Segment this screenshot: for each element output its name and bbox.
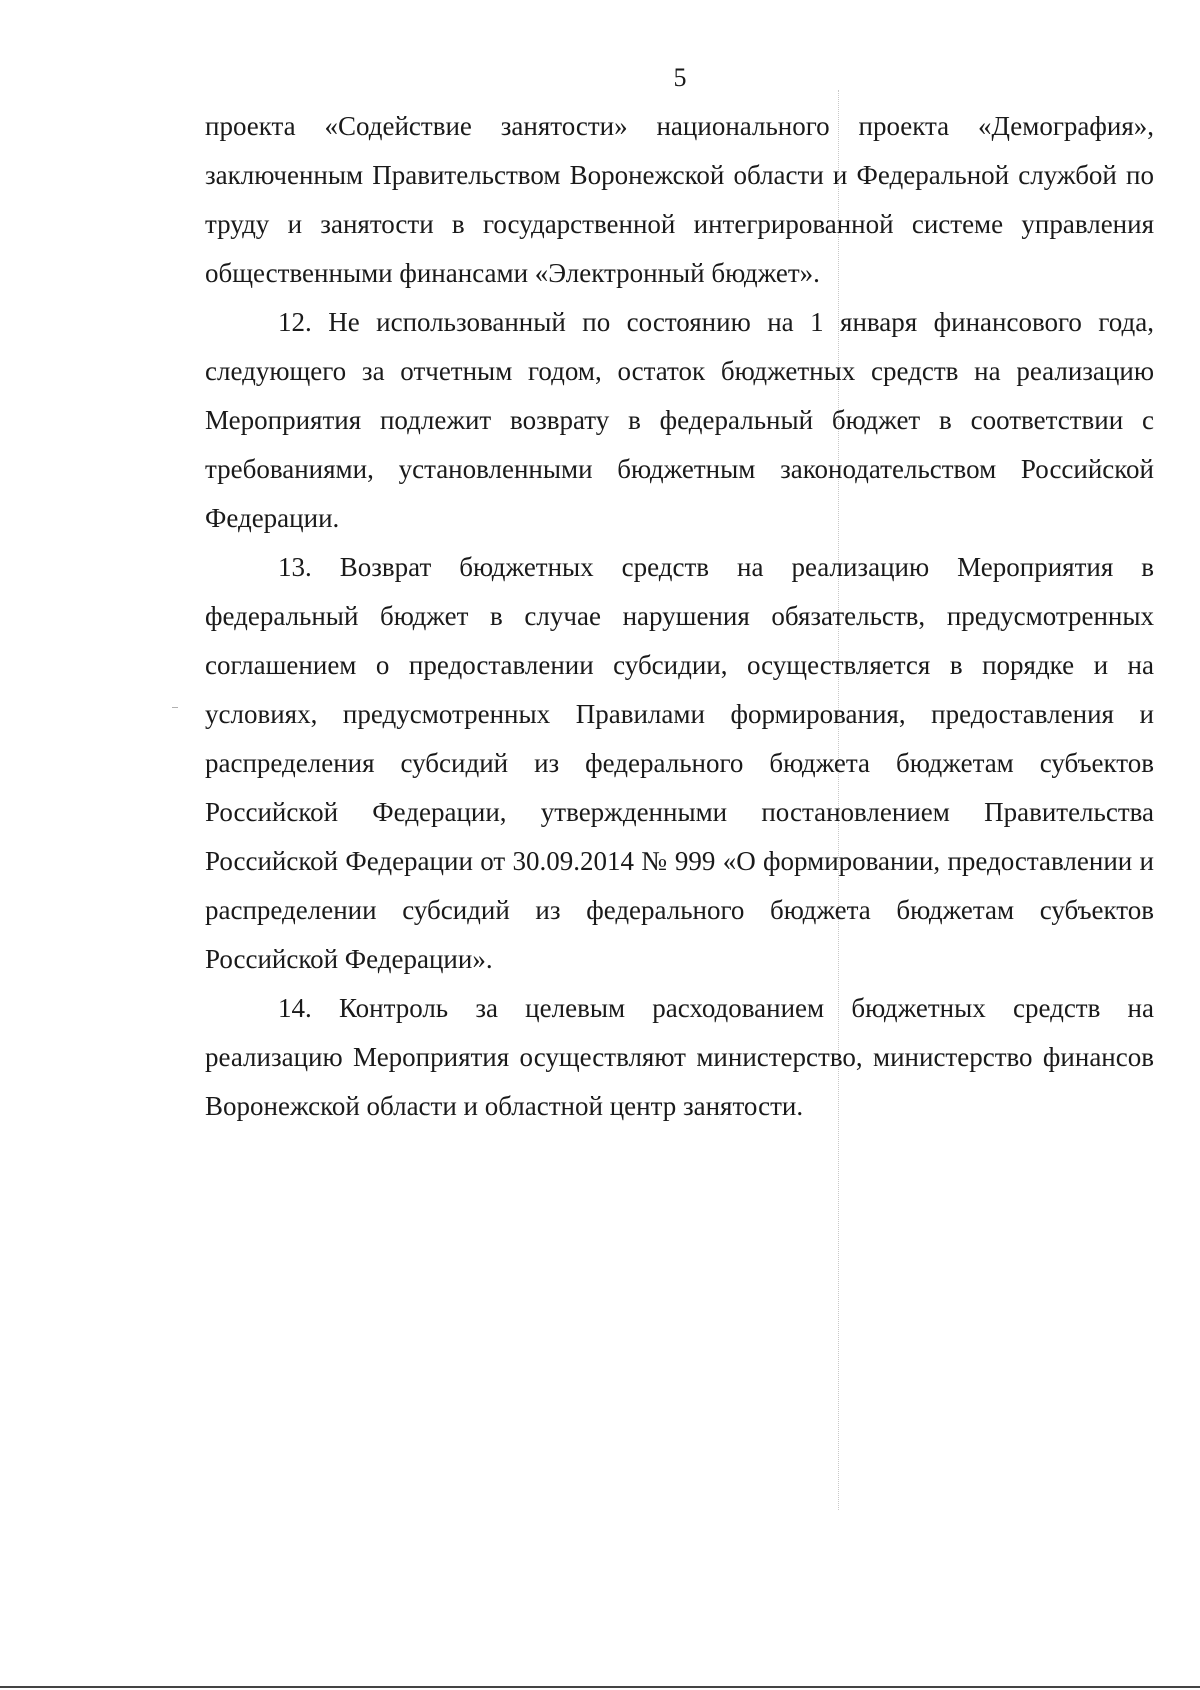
paragraph-12: 12. Не использованный по состоянию на 1 января финансового года, следующего за отчетным годом, остаток бюджетных средств на реализацию Мероприятия подлежит возврату в федеральный бюджет в соответствии с требованиями, установленными бюджетным законодательством Российской Федерации. [205, 307, 1154, 533]
document-body [205, 102, 1154, 1131]
margin-mark [172, 707, 178, 708]
footer-rule [0, 1686, 1200, 1688]
paragraph-continuation: проекта «Содействие занятости» национального проекта «Демография», заключенным Правительством Воронежской области и Федеральной службой по труду и занятости в государственной интегрированной системе управления общественными финансами «Электронный бюджет». [205, 111, 1154, 288]
paragraph-14: 14. Контроль за целевым расходованием бюджетных средств на реализацию Мероприятия осуществляют министерство, министерство финансов Воронежской области и областной центр занятости. [205, 993, 1154, 1121]
page-number: 5 [673, 63, 687, 92]
paragraph-13: 13. Возврат бюджетных средств на реализацию Мероприятия в федеральный бюджет в случае нарушения обязательств, предусмотренных соглашением о предоставлении субсидии, осуществляется в порядке и на условиях, предусмотренных Правилами формирования, предоставления и распределения субсидий из федерального бюджета бюджетам субъектов Российской Федерации, утвержденными постановлением Правительства Российской Федерации от 30.09.2014 № 999 «О формировании, предоставлении и распределении субсидий из федерального бюджета бюджетам субъектов Российской Федерации». [205, 552, 1154, 974]
